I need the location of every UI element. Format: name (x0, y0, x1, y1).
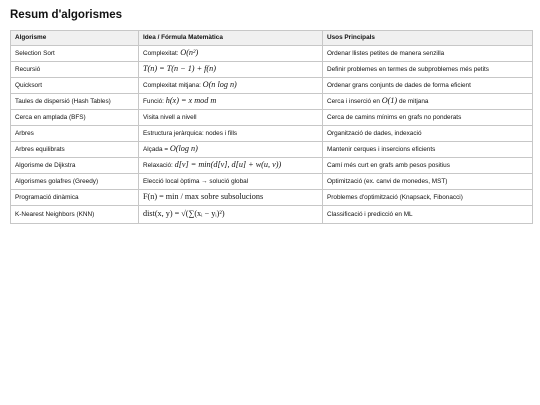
table-row (11, 206, 533, 224)
table-row (11, 158, 533, 174)
cell-uses: Optimització (ex. canvi de monedes, MST) (323, 174, 533, 190)
table-row (11, 190, 533, 206)
table-row (11, 110, 533, 126)
idea-formula: O(log n) (169, 144, 198, 153)
cell-uses: Definir problemes en termes de subproblemes més petits (323, 62, 533, 78)
idea-formula: h(x) = x mod m (165, 96, 217, 105)
cell-uses: Ordenar grans conjunts de dades de forma eficient (323, 78, 533, 94)
cell-algorithm: Programació dinàmica (11, 190, 139, 206)
idea-formula: T(n) = T(n − 1) + f(n) (143, 64, 216, 73)
cell-idea (139, 142, 323, 158)
cell-idea (139, 62, 323, 78)
cell-algorithm: Algorisme de Dijkstra (11, 158, 139, 174)
table-row (11, 174, 533, 190)
cell-algorithm: Recursió (11, 62, 139, 78)
cell-idea (139, 206, 323, 224)
cell-algorithm: Arbres (11, 126, 139, 142)
cell-idea: Elecció local òptima → solució global (139, 174, 323, 190)
cell-algorithm: Selection Sort (11, 46, 139, 62)
cell-algorithm: Arbres equilibrats (11, 142, 139, 158)
uses-text: Cerca i inserció en (327, 98, 382, 105)
algorithms-table (10, 30, 533, 224)
cell-idea (139, 158, 323, 174)
cell-algorithm: Cerca en amplada (BFS) (11, 110, 139, 126)
cell-uses: Organització de dades, indexació (323, 126, 533, 142)
document-page (10, 8, 532, 224)
cell-algorithm: K-Nearest Neighbors (KNN) (11, 206, 139, 224)
cell-uses: Camí més curt en grafs amb pesos positius (323, 158, 533, 174)
cell-uses (323, 94, 533, 110)
idea-text: Complexitat: (143, 50, 181, 57)
cell-uses: Cerca de camins mínims en grafs no ponderats (323, 110, 533, 126)
table-row (11, 126, 533, 142)
cell-uses: Classificació i predicció en ML (323, 206, 533, 224)
page-title: Resum d'algorismes (10, 9, 123, 21)
idea-formula: d[v] = min(d[v], d[u] + w(u, v)) (174, 160, 282, 169)
idea-text: Complexitat mitjana: (143, 82, 203, 89)
idea-formula: dist(x, y) = √(∑(xᵢ − yᵢ)²) (143, 209, 225, 218)
table-row (11, 62, 533, 78)
uses-formula: O(1) (381, 96, 398, 105)
header-row (11, 31, 533, 46)
idea-formula: F(n) = min / max sobre subsolucions (143, 192, 264, 201)
table-row (11, 46, 533, 62)
table-row (11, 94, 533, 110)
uses-text-suffix: de mitjana (397, 98, 429, 105)
cell-algorithm: Quicksort (11, 78, 139, 94)
idea-formula: O(n log n) (202, 80, 237, 89)
table-body (11, 46, 533, 224)
header-uses: Usos Principals (323, 31, 533, 46)
cell-idea: Visita nivell a nivell (139, 110, 323, 126)
idea-text: Relaxació: (143, 162, 175, 169)
cell-uses: Problemes d'optimització (Knapsack, Fibonacci) (323, 190, 533, 206)
table-row (11, 142, 533, 158)
cell-algorithm: Taules de dispersió (Hash Tables) (11, 94, 139, 110)
cell-algorithm: Algorismes golafres (Greedy) (11, 174, 139, 190)
cell-uses: Mantenir cerques i insercions eficients (323, 142, 533, 158)
cell-idea (139, 46, 323, 62)
cell-idea (139, 78, 323, 94)
cell-uses: Ordenar llistes petites de manera senzilla (323, 46, 533, 62)
cell-idea: Estructura jeràrquica: nodes i fills (139, 126, 323, 142)
table-row (11, 78, 533, 94)
cell-idea (139, 94, 323, 110)
table-header (11, 31, 533, 46)
idea-formula: O(n²) (180, 48, 199, 57)
cell-idea (139, 190, 323, 206)
idea-text: Funció: (143, 98, 166, 105)
idea-text: Alçada = (143, 146, 170, 153)
header-idea: Idea / Fórmula Matemàtica (139, 31, 323, 46)
header-algorithm: Algorisme (11, 31, 139, 46)
